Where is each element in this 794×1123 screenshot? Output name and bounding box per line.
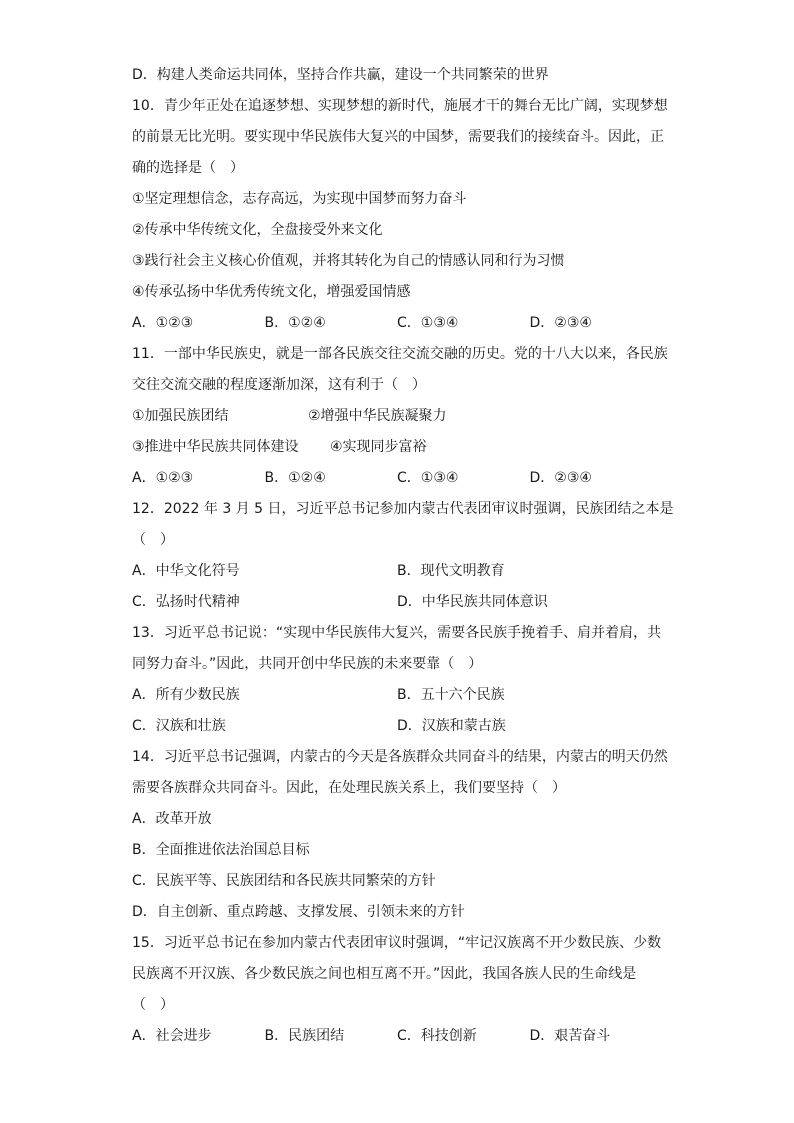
q10-item-4: ④传承弘扬中华优秀传统文化，增强爱国情感 bbox=[132, 284, 411, 300]
q13-options-row-1 bbox=[132, 680, 662, 711]
q15-stem-2: 民族离不开汉族、各少数民族之间也相互离不开。”因此，我国各族人民的生命线是 bbox=[132, 966, 637, 982]
q12-stem-2: （ ） bbox=[132, 532, 174, 548]
q12-option-d: D．中华民族共同体意识 bbox=[397, 594, 548, 610]
q13-option-a: A．所有少数民族 bbox=[132, 687, 240, 703]
q11-option-b: B．①②④ bbox=[264, 470, 326, 486]
q11-options bbox=[132, 463, 662, 494]
q14-stem-2: 需要各族群众共同奋斗。因此，在处理民族关系上，我们要坚持（ ） bbox=[132, 780, 566, 796]
q10-stem-1: 10．青少年正处在追逐梦想、实现梦想的新时代，施展才干的舞台无比广阔，实现梦想 bbox=[132, 98, 668, 114]
q10-option-a: A．①②③ bbox=[132, 315, 194, 331]
q12-option-a: A．中华文化符号 bbox=[132, 563, 240, 579]
question-14 bbox=[132, 742, 668, 928]
q10-item-2: ②传承中华传统文化，全盘接受外来文化 bbox=[132, 222, 383, 238]
q11-option-d: D．②③④ bbox=[529, 470, 592, 486]
q12-option-b: B．现代文明教育 bbox=[397, 563, 505, 579]
q15-stem-3: （ ） bbox=[132, 997, 174, 1013]
q10-option-d: D．②③④ bbox=[529, 315, 592, 331]
q9-option-d: D．构建人类命运共同体，坚持合作共赢，建设一个共同繁荣的世界 bbox=[132, 67, 549, 83]
q10-item-1: ①坚定理想信念，志存高远，为实现中国梦而努力奋斗 bbox=[132, 191, 467, 207]
exam-page bbox=[132, 60, 674, 1052]
q10-stem-3: 确的选择是（ ） bbox=[132, 160, 244, 176]
q15-option-d: D．艰苦奋斗 bbox=[529, 1028, 611, 1044]
q13-option-d: D．汉族和蒙古族 bbox=[397, 718, 506, 734]
question-12 bbox=[132, 494, 674, 618]
q14-option-a: A．改革开放 bbox=[132, 811, 212, 827]
q13-stem-1: 13．习近平总书记说：“实现中华民族伟大复兴，需要各民族手挽着手、肩并着肩，共 bbox=[132, 625, 662, 641]
q10-stem-2: 的前景无比光明。要实现中华民族伟大复兴的中国梦，需要我们的接续奋斗。因此，正 bbox=[132, 129, 664, 145]
q11-item-1: ①加强民族团结 bbox=[132, 408, 229, 424]
q11-items-row-2 bbox=[132, 432, 662, 463]
q10-option-c: C．①③④ bbox=[397, 315, 459, 331]
q12-options-row-1 bbox=[132, 556, 662, 587]
q15-options bbox=[132, 1021, 662, 1052]
question-10 bbox=[132, 91, 668, 339]
q12-options-row-2 bbox=[132, 587, 662, 618]
q11-stem-1: 11．一部中华民族史，就是一部各民族交往交流交融的历史。党的十八大以来，各民族 bbox=[132, 346, 668, 362]
q14-stem-1: 14．习近平总书记强调，内蒙古的今天是各族群众共同奋斗的结果，内蒙古的明天仍然 bbox=[132, 749, 668, 765]
q14-option-d: D．自主创新、重点跨越、支撑发展、引领未来的方针 bbox=[132, 904, 465, 920]
q11-option-a: A．①②③ bbox=[132, 470, 194, 486]
q11-item-4: ④实现同步富裕 bbox=[330, 439, 427, 455]
q14-option-b: B．全面推进依法治国总目标 bbox=[132, 842, 310, 858]
q15-option-c: C．科技创新 bbox=[397, 1028, 477, 1044]
q12-stem-1: 12．2022 年 3 月 5 日，习近平总书记参加内蒙古代表团审议时强调，民族团结之本是 bbox=[132, 501, 674, 517]
q10-item-3: ③践行社会主义核心价值观，并将其转化为自己的情感认同和行为习惯 bbox=[132, 253, 565, 269]
q12-option-c: C．弘扬时代精神 bbox=[132, 594, 240, 610]
question-15 bbox=[132, 928, 662, 1052]
question-13 bbox=[132, 618, 662, 742]
q13-option-b: B．五十六个民族 bbox=[397, 687, 505, 703]
q15-option-a: A．社会进步 bbox=[132, 1028, 212, 1044]
q13-stem-2: 同努力奋斗。”因此，共同开创中华民族的未来要靠（ ） bbox=[132, 656, 483, 672]
question-11 bbox=[132, 339, 668, 494]
q15-stem-1: 15．习近平总书记在参加内蒙古代表团审议时强调，“牢记汉族离不开少数民族、少数 bbox=[132, 935, 662, 951]
q14-option-c: C．民族平等、民族团结和各民族共同繁荣的方针 bbox=[132, 873, 436, 889]
q11-item-3: ③推进中华民族共同体建设 bbox=[132, 439, 299, 455]
q11-stem-2: 交往交流交融的程度逐渐加深，这有利于（ ） bbox=[132, 377, 426, 393]
q10-option-b: B．①②④ bbox=[264, 315, 326, 331]
q11-option-c: C．①③④ bbox=[397, 470, 459, 486]
q10-options bbox=[132, 308, 662, 339]
q13-options-row-2 bbox=[132, 711, 662, 742]
q11-item-2: ②增强中华民族凝聚力 bbox=[308, 408, 447, 424]
q15-option-b: B．民族团结 bbox=[264, 1028, 345, 1044]
q13-option-c: C．汉族和壮族 bbox=[132, 718, 226, 734]
q11-items-row-1 bbox=[132, 401, 662, 432]
